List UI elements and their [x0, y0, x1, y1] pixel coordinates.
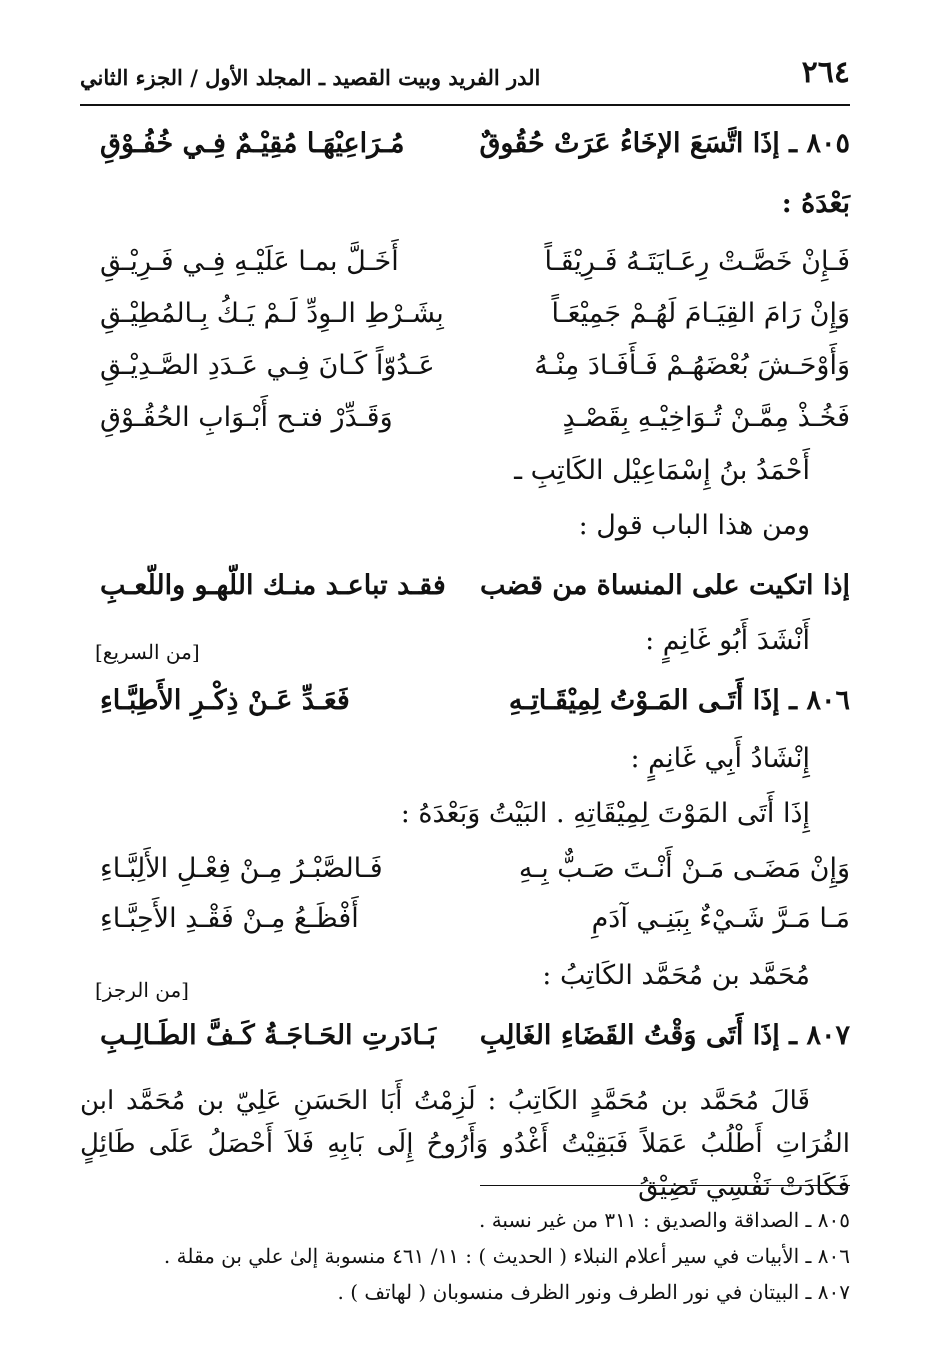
- after-label-805: بَعْدَهُ :: [781, 188, 850, 219]
- couplet-805-2: [80, 298, 850, 342]
- header-rule: [80, 104, 850, 106]
- couplet-second-hemistich: بِشَـرْطِ الـوِدِّ لَـمْ يَـكُ بِـالمُطِيْـقِ: [100, 298, 444, 329]
- prose-paragraph: قَالَ مُحَمَّد بن مُحَمَّدٍ الكَاتِبُ : لَزِمْتُ أَبَا الحَسَنِ عَلِيّ بن مُحَمَّد ابن الفُرَاتِ أَطْلُبُ عَمَلاً فَبَقِيْتُ أَغْدُو وَأَرُوحُ إِلَى بَابِهِ فَلاَ أَحْصَلُ عَلَى طَائِلٍ فَكَادَتْ نَفْسِي تَضِيْقُ: [80, 1086, 850, 1202]
- verse-806-second-hemistich: فَعَـدِّ عَـنْ ذِكْـرِ الأَطِبَّـاءِ: [100, 685, 350, 716]
- couplet-first-hemistich: وَأَوْحَـشَ بُعْضَهُـمْ فَـأَفَـادَ مِنْـهُ: [534, 350, 850, 381]
- intro-line: ومن هذا الباب قول :: [578, 510, 810, 541]
- couplet-805-3: [80, 350, 850, 394]
- verse-806: [80, 685, 850, 729]
- couplet-second-hemistich: أَخَـلَّ بمـا عَلَيْـهِ فِـي فَـرِيْـقِ: [100, 246, 399, 277]
- couplet-first-hemistich: فَخُـذْ مِمَّـنْ تُـوَاخِيْـهِ بِقَصْـدٍ: [562, 402, 850, 433]
- verse-805-first-hemistich: ٨٠٥ ـ إذَا اتَّسَعَ الإخَاءُ عَرَتْ حُقُوقٌ: [479, 128, 850, 159]
- meter-806: [من السريع]: [95, 640, 200, 664]
- couplet-second-hemistich: أَفْظَـعُ مِـنْ فَقْـدِ الأَحِبَّـاءِ: [100, 903, 359, 934]
- page-number: ٢٦٤: [801, 55, 850, 90]
- source-806: أَنْشَدَ أَبُو غَانِمٍ :: [645, 625, 810, 656]
- couplet-first-hemistich: فَـإِنْ خَصَّـتْ رِعَـايَتَـهُ فَـرِيْقَـاً: [544, 246, 850, 277]
- footnote-806: ٨٠٦ ـ الأبيات في سير أعلام النبلاء ( الحديث ) : ١١/ ٤٦١ منسوبة إلىٰ علي بن مقلة .: [163, 1244, 850, 1268]
- couplet-second-hemistich: عَـدُوّاً كَـانَ فِـي عَـدَدِ الصَّـدِيْـقِ: [100, 350, 435, 381]
- couplet-805-4: [80, 402, 850, 446]
- footnote-805: ٨٠٥ ـ الصداقة والصديق : ٣١١ من غير نسبة .: [478, 1208, 850, 1232]
- extra-verse-first-hemistich: إذا اتكيت على المنساة من قضب: [480, 570, 850, 601]
- meter-807: [من الرجز]: [95, 978, 189, 1002]
- verse-806-first-hemistich: ٨٠٦ ـ إذَا أَتَـى المَـوْتُ لِمِيْقَـاتِـهِ: [508, 685, 850, 716]
- footnote-rule: [480, 1185, 850, 1186]
- extra-verse: [80, 570, 850, 614]
- extra-verse-second-hemistich: فقـد تباعـد منـك اللّهـو واللّعـبِ: [100, 570, 446, 601]
- couplet-806-1: [80, 853, 850, 897]
- verse-807-first-hemistich: ٨٠٧ ـ إذَا أَتَى وَقْتُ القَضَاءِ الغَالِبِ: [479, 1020, 850, 1051]
- recital-806: إِنْشَادُ أَبِي غَانِمٍ :: [630, 743, 810, 774]
- verse-807-second-hemistich: بَـادَرتِ الحَـاجَـةُ كَـفَّ الطَـالِـبِ: [100, 1020, 437, 1051]
- quote-806: إِذَا أَتَى المَوْتَ لِمِيْقَاتِهِ . البَيْتُ وَبَعْدَهُ :: [400, 798, 810, 829]
- couplet-806-2: [80, 903, 850, 947]
- couplet-first-hemistich: مَـا مَـرَّ شَـيْءٌ بِبَنِـي آدَمِ: [591, 903, 850, 934]
- couplet-first-hemistich: وَإِنْ مَضَـى مَـنْ أَنْـتَ صَـبٌّ بِـهِ: [518, 853, 850, 884]
- verse-805-second-hemistich: مُـرَاعِيْهَـا مُقِيْـمٌ فِـي خُفُـوْقِ: [100, 128, 405, 159]
- couplet-second-hemistich: فَـالصَّبْـرُ مِـنْ فِعْـلِ الأَلِبَّـاءِ: [100, 853, 383, 884]
- verse-807: [80, 1020, 850, 1064]
- poet-attribution: أَحْمَدُ بنُ إِسْمَاعِيْل الكَاتِبِ ـ: [514, 455, 810, 486]
- running-title: الدر الفريد وبيت القصيد ـ المجلد الأول / الجزء الثاني: [80, 65, 541, 90]
- page-header: [80, 55, 850, 101]
- couplet-first-hemistich: وَإِنْ رَامَ القِيَـامَ لَهُـمْ جَمِيْعَـاً: [551, 298, 850, 329]
- couplet-second-hemistich: وَقَـدِّرْ فتـح أَبْـوَابِ الحُقُـوْقِ: [100, 402, 393, 433]
- source-807: مُحَمَّد بن مُحَمَّد الكَاتِبُ :: [542, 960, 810, 991]
- couplet-805-1: [80, 246, 850, 290]
- verse-805: [80, 128, 850, 172]
- footnote-807: ٨٠٧ ـ البيتان في نور الطرف ونور الظرف منسوبان ( لهاتف ) .: [337, 1280, 850, 1304]
